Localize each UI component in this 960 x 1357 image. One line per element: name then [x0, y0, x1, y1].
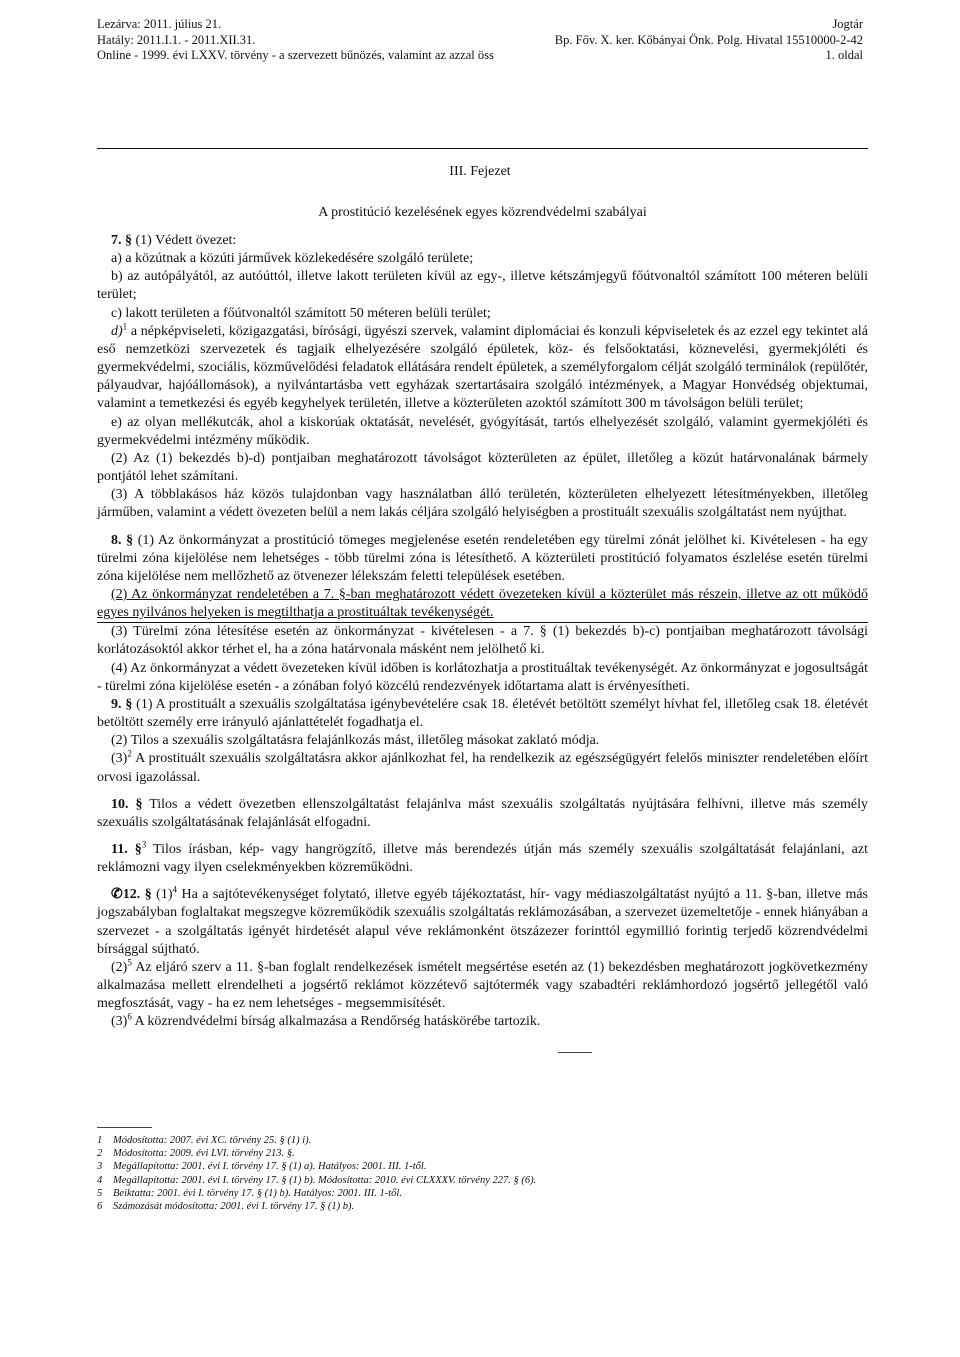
footnote-ref[interactable]: 1 [122, 321, 128, 332]
header-effective-dates: Hatály: 2011.I.1. - 2011.XII.31. [97, 32, 256, 47]
amendment-marker-icon: ✆ [111, 887, 123, 903]
paragraph-number: (3) [111, 1014, 128, 1030]
section-12-para-3 [97, 1013, 868, 1031]
header-product-name: Jogtár [832, 17, 863, 31]
header-document-title: Online - 1999. évi LXXV. törvény - a szervezett bűnözés, valamint az azzal öss [97, 48, 494, 62]
footnote-ref[interactable]: 5 [127, 957, 132, 968]
section-7-para-2: (2) Az (1) bekezdés b)-d) pontjaiban meghatározott távolságot közterületen az épület, illetőleg a közút határvonalának bármely pontjától lehet számítani. [97, 450, 868, 485]
section-7-para-3: (3) A többlakásos ház közös tulajdonban vagy használatban álló területén, közterületen elhelyezett létesítményekben, illetőleg járműben, valamint a védett övezeten belül a nem lakás céljára szolgáló helyiségben a prostituált szexuális szolgáltatást nem nyújthat. [97, 487, 868, 521]
section-7-heading [97, 232, 868, 250]
header-page-number: 1. oldal [825, 48, 863, 62]
footnote-number: 5 [97, 1187, 103, 1199]
footnote-number: 6 [97, 1201, 103, 1213]
section-number: 7. § [111, 233, 132, 248]
paragraph-text: (1) Az önkormányzat a prostitúció tömeges megjelenése esetén rendeletében egy türelmi zónát jelölhet ki. Kivételesen - ha egy türelmi zóna kijelölése nem lehetséges - több türelmi zóna is létesíthető. A közterületi prostitúció folyamatos észlelése esetén türelmi zóna kijelölése nem mellőzhető az ötvenezer lélekszám feletti települések esetében. [97, 532, 869, 584]
section-number: 8. § [111, 532, 134, 548]
footnote-ref[interactable]: 4 [172, 884, 177, 895]
section-8-para-4: (4) Az önkormányzat a védett övezeteken kívül időben is korlátozhatja a prostituáltak tevékenységét. Az önkormányzat e jogosultságát - türelmi zóna kijelölése esetén - a zónában folyó közcélú rendezvények időtartama alatt is érvényesítheti. [97, 660, 868, 694]
paragraph-text: Tilos írásban, kép- vagy hangrögzítő, illetve más berendezés útján más személy szexuális szolgáltatását felajánlani, azt reklámozni vagy ilyen cselekményekben közreműködni. [97, 842, 868, 876]
footnote-text: Megállapította: 2001. évi I. törvény 17. § (1) a). Hatályos: 2001. III. 1-től. [113, 1161, 427, 1173]
document-body [97, 232, 868, 1032]
footnote-item [97, 1174, 536, 1187]
section-10 [97, 796, 868, 832]
section-11 [97, 841, 868, 877]
section-7-point-c: c) lakott területen a főútvonaltól számított 50 méteren belüli terület; [111, 305, 491, 321]
footnote-item [97, 1200, 536, 1213]
paragraph-text: Ha a sajtótevékenységet folytató, illetve egyéb tájékoztatást, hír- vagy médiaszolgáltatást nyújtó a 11. §-ban, illetve más jogszabályban foglaltakat megszegve közreműködik szexuális szolgáltatás reklámozásában, a szervezet üzemeltetője - ennek hiányában a szervezet - a szolgáltatás igényét hirdetését alapul véve reklámonként ötszázezer forinttól egymillió forintig terjedő közrendvédelmi bírsággal sújtható. [97, 887, 869, 957]
section-12-para-1 [97, 886, 868, 959]
paragraph-number: (2) [111, 959, 128, 975]
footnote-text: Módosította: 2007. évi XC. törvény 25. § (1) i). [113, 1135, 312, 1146]
footnote-number: 2 [97, 1148, 103, 1160]
footnote-item [97, 1147, 536, 1160]
section-7-point-e: e) az olyan mellékutcák, ahol a kiskorúak oktatását, nevelését, gyógyítását, tartós elhelyezését szolgáló, valamint gyermekjóléti és gyermekvédelmi intézmény működik. [97, 414, 868, 448]
section-9-para-3 [97, 750, 868, 786]
footnote-number: 4 [97, 1174, 103, 1186]
footnote-text: Megállapította: 2001. évi I. törvény 17. § (1) b). Módosította: 2010. évi CLXXXV. törvény 227. § (6). [113, 1174, 537, 1186]
section-number: 10. § [111, 796, 143, 812]
section-8-para-2: (2) Az önkormányzat rendeletében a 7. §-ban meghatározott védett övezeteken kívül a közterület más részein, illetve az ott működő egyes nyilvános helyeken is megtilthatja a prostituáltak tevékenységét. [97, 586, 868, 621]
section-7-point-a: a) a közútnak a közúti járművek közlekedésére szolgáló területe; [111, 251, 474, 267]
chapter-subtitle: A prostitúció kezelésének egyes közrendvédelmi szabályai [318, 205, 647, 220]
footnote-text: Számozását módosította: 2001. évi I. törvény 17. § (1) b). [113, 1201, 355, 1213]
page-header-left [97, 17, 494, 64]
paragraph-text: a népképviseleti, közigazgatási, bírósági, ügyészi szervek, valamint diplomáciai és konzuli képviseletek és az ezzel egy tekintet alá eső nemzetközi szervezetek és tagjaik elhelyezésére szolgáló épületek, köz- és felsőoktatási, köznevelési, gyermekjóléti és gyermekvédelmi, szociális, közművelődési feladatok ellátására rendelt épületek, a személyforgalom célját szolgáló terminálok (repülőtér, pályaudvar, hajóállomások), a nyilvántartásba vett egyházak szertartásaira szolgáló intézmények, a Magyar Honvédség objektumai, valamint a temetkezési és egyéb kegyhelyek területén, illetve a közterületen azoktól számított 300 m távolságon belüli terület; [97, 323, 868, 412]
footnote-text: Módosította: 2009. évi LVI. törvény 213. §. [113, 1148, 295, 1160]
footnote-item [97, 1160, 536, 1173]
footnote-text: Beiktatta: 2001. évi I. törvény 17. § (1) b). Hatályos: 2001. III. 1-től. [113, 1187, 402, 1199]
paragraph-text: A prostituált szexuális szolgáltatásra akkor ajánlkozhat fel, ha rendelkezik az egészségügyért felelős miniszter rendeletében előírt orvosi igazolással. [97, 751, 868, 785]
section-7-point-b: b) az autópályától, az autóúttól, illetve lakott területen kívül az egy-, illetve kétszámjegyű főútvonaltól számított 100 méteren belüli terület; [97, 269, 868, 303]
section-8-para-3: (3) Türelmi zóna létesítése esetén az önkormányzat - kivételesen - a 7. § (1) bekezdés b)-c) pontjaiban meghatározott távolsági korlátozásoktól akkor térhet el, ha a zóna határvonala másként nem jelölhető ki. [97, 624, 868, 658]
section-9-para-2: (2) Tilos a szexuális szolgáltatásra felajánlkozás mást, illetőleg másokat zaklató módja. [111, 733, 600, 749]
footnote-number: 3 [97, 1161, 103, 1173]
section-9-para-1 [97, 696, 868, 732]
chapter-title: III. Fejezet [449, 164, 511, 179]
footnote-divider [97, 1127, 152, 1128]
section-7-point-d [97, 323, 868, 414]
paragraph-text: (1) Védett övezet: [135, 233, 237, 248]
footnote-ref[interactable]: 2 [127, 748, 132, 759]
section-12-para-2 [97, 959, 868, 1013]
footnote-number: 1 [97, 1135, 103, 1146]
paragraph-number: (1) [151, 887, 173, 903]
header-licensee: Bp. Főv. X. ker. Kőbányai Önk. Polg. Hivatal 15510000-2-42 [554, 32, 863, 47]
section-number: 9. § [111, 696, 133, 712]
section-number: 12. § [122, 887, 152, 903]
footnote-ref[interactable]: 3 [141, 839, 147, 850]
paragraph-text: Az eljáró szerv a 11. §-ban foglalt rendelkezések ismételt megsértése esetén az (1) bekezdésben meghatározott jogkövetkezmény alkalmazása mellett elrendelheti a jogsértő reklámot közzétevő sajtótermék vagy szabadtéri reklámhordozó jogsértő jellegétől való megfosztását, vagy - ha ez nem lehetséges - megsemmisítését. [97, 959, 868, 1012]
paragraph-text: A közrendvédelmi bírság alkalmazása a Rendőrség hatáskörébe tartozik. [131, 1014, 541, 1030]
point-mark: d) [111, 323, 123, 339]
paragraph-number: (3) [111, 751, 128, 767]
footnote-item [97, 1134, 536, 1147]
paragraph-text: (1) A prostituált a szexuális szolgáltatása igénybevételére csak 18. életévét betöltött személyt hívhat fel, illetőleg csak 18. életévét betöltött személy erre irányuló ajánlattételét fogadhatja el. [97, 696, 868, 731]
end-of-text-divider [558, 1052, 592, 1053]
footnote-ref[interactable]: 6 [127, 1011, 132, 1022]
page-header-right [555, 17, 863, 64]
footnote-item [97, 1187, 536, 1200]
paragraph-text: Tilos a védett övezetben ellenszolgáltatást felajánlva mást szexuális szolgáltatás nyújtására felhívni, illetve más személy szexuális szolgáltatásának felajánlását elfogadni. [97, 796, 868, 830]
header-closed-date: Lezárva: 2011. július 21. [97, 17, 222, 31]
footnotes [97, 1134, 536, 1213]
header-divider [97, 148, 868, 149]
section-number: 11. § [111, 842, 142, 857]
section-8-para-1 [97, 532, 868, 586]
